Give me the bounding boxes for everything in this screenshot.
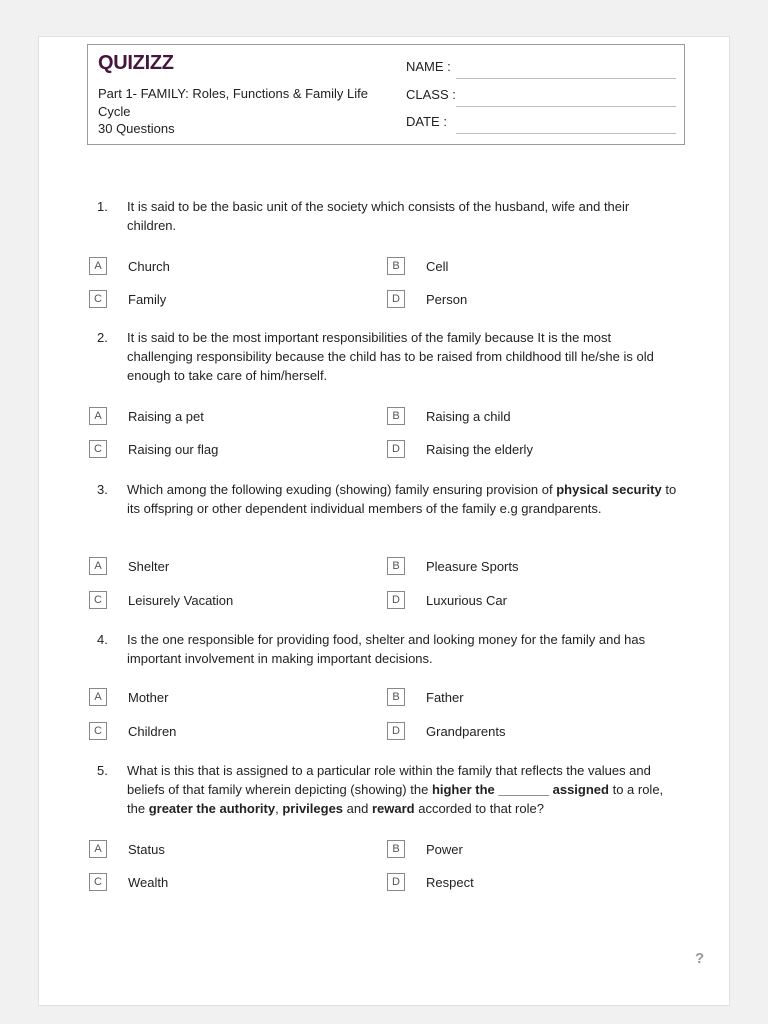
q2-option-a[interactable] bbox=[89, 407, 369, 427]
option-text: Power bbox=[426, 842, 463, 857]
question-number: 1. bbox=[97, 199, 108, 214]
q3-option-d[interactable] bbox=[387, 591, 667, 611]
quizizz-logo: QUIZIZZ bbox=[98, 52, 174, 74]
option-letter-box: A bbox=[89, 840, 107, 858]
question-count: 30 Questions bbox=[98, 121, 175, 136]
class-field[interactable] bbox=[406, 87, 676, 107]
option-letter-box: A bbox=[89, 407, 107, 425]
option-text: Mother bbox=[128, 690, 169, 705]
q5-option-c[interactable] bbox=[89, 873, 369, 893]
name-label: NAME : bbox=[406, 59, 451, 74]
q5-option-d[interactable] bbox=[387, 873, 667, 893]
name-field[interactable] bbox=[406, 59, 676, 79]
option-text: Leisurely Vacation bbox=[128, 593, 234, 608]
option-letter-box: B bbox=[387, 557, 405, 575]
date-label: DATE : bbox=[406, 114, 447, 129]
date-field[interactable] bbox=[406, 114, 676, 134]
option-text: Wealth bbox=[128, 875, 169, 890]
q2-option-b[interactable] bbox=[387, 407, 667, 427]
worksheet-page bbox=[38, 36, 730, 1006]
option-letter-box: B bbox=[387, 257, 405, 275]
option-letter-box: C bbox=[89, 290, 107, 308]
worksheet-title: Part 1- FAMILY: Roles, Functions & Family Life Cycle bbox=[98, 86, 368, 119]
q3-option-a[interactable] bbox=[89, 557, 369, 577]
option-text: Grandparents bbox=[426, 724, 506, 739]
option-text: Raising the elderly bbox=[426, 442, 533, 457]
question-text: What is this that is assigned to a particular role within the family that reflects the values and beliefs of that family wherein depicting (showing) the higher the _______ assigned to a role, the greater the authority, privileges and reward accorded to that role? bbox=[127, 763, 664, 816]
option-text: Father bbox=[426, 690, 464, 705]
q4-option-b[interactable] bbox=[387, 688, 667, 708]
date-line bbox=[456, 133, 676, 134]
option-letter-box: A bbox=[89, 257, 107, 275]
option-text: Shelter bbox=[128, 559, 170, 574]
option-text: Cell bbox=[426, 259, 449, 274]
question-number: 4. bbox=[97, 632, 108, 647]
question-number: 5. bbox=[97, 763, 108, 778]
q1-option-a[interactable] bbox=[89, 257, 369, 277]
option-letter-box: D bbox=[387, 290, 405, 308]
option-letter-box: D bbox=[387, 440, 405, 458]
question-mark-icon[interactable]: ? bbox=[695, 950, 705, 967]
question-number: 2. bbox=[97, 330, 108, 345]
option-text: Church bbox=[128, 259, 170, 274]
q4-option-d[interactable] bbox=[387, 722, 667, 742]
option-text: Respect bbox=[426, 875, 474, 890]
option-letter-box: C bbox=[89, 591, 107, 609]
q2-option-d[interactable] bbox=[387, 440, 667, 460]
option-letter-box: B bbox=[387, 688, 405, 706]
option-text: Pleasure Sports bbox=[426, 559, 519, 574]
option-text: Raising our flag bbox=[128, 442, 219, 457]
option-letter-box: D bbox=[387, 591, 405, 609]
option-text: Raising a child bbox=[426, 409, 511, 424]
q1-option-d[interactable] bbox=[387, 290, 667, 310]
option-text: Person bbox=[426, 292, 468, 307]
option-text: Status bbox=[128, 842, 165, 857]
question-text: Is the one responsible for providing food, shelter and looking money for the family and has important involvement in making important decisions. bbox=[127, 632, 646, 666]
q4-option-c[interactable] bbox=[89, 722, 369, 742]
q4-option-a[interactable] bbox=[89, 688, 369, 708]
question-text: Which among the following exuding (showing) family ensuring provision of physical security to its offspring or other dependent individual members of the family e.g grandparents. bbox=[127, 482, 677, 516]
option-letter-box: B bbox=[387, 840, 405, 858]
q3-option-c[interactable] bbox=[89, 591, 369, 611]
option-text: Family bbox=[128, 292, 167, 307]
name-line bbox=[456, 78, 676, 79]
q5-option-b[interactable] bbox=[387, 840, 667, 860]
worksheet-header bbox=[87, 44, 685, 145]
q1-option-b[interactable] bbox=[387, 257, 667, 277]
option-text: Luxurious Car bbox=[426, 593, 507, 608]
option-letter-box: C bbox=[89, 873, 107, 891]
question-number: 3. bbox=[97, 482, 108, 497]
q2-option-c[interactable] bbox=[89, 440, 369, 460]
option-text: Raising a pet bbox=[128, 409, 204, 424]
option-letter-box: C bbox=[89, 440, 107, 458]
question-text: It is said to be the most important responsibilities of the family because It is the most challenging responsibility because the child has to be raised from childhood till he/she is old enough to take care of him/herself. bbox=[127, 330, 654, 383]
option-letter-box: D bbox=[387, 873, 405, 891]
class-line bbox=[456, 106, 676, 107]
option-text: Children bbox=[128, 724, 177, 739]
question-text: It is said to be the basic unit of the society which consists of the husband, wife and their children. bbox=[127, 199, 630, 233]
q5-option-a[interactable] bbox=[89, 840, 369, 860]
q1-option-c[interactable] bbox=[89, 290, 369, 310]
option-letter-box: A bbox=[89, 557, 107, 575]
option-letter-box: A bbox=[89, 688, 107, 706]
option-letter-box: C bbox=[89, 722, 107, 740]
option-letter-box: B bbox=[387, 407, 405, 425]
option-letter-box: D bbox=[387, 722, 405, 740]
class-label: CLASS : bbox=[406, 87, 456, 102]
q3-option-b[interactable] bbox=[387, 557, 667, 577]
